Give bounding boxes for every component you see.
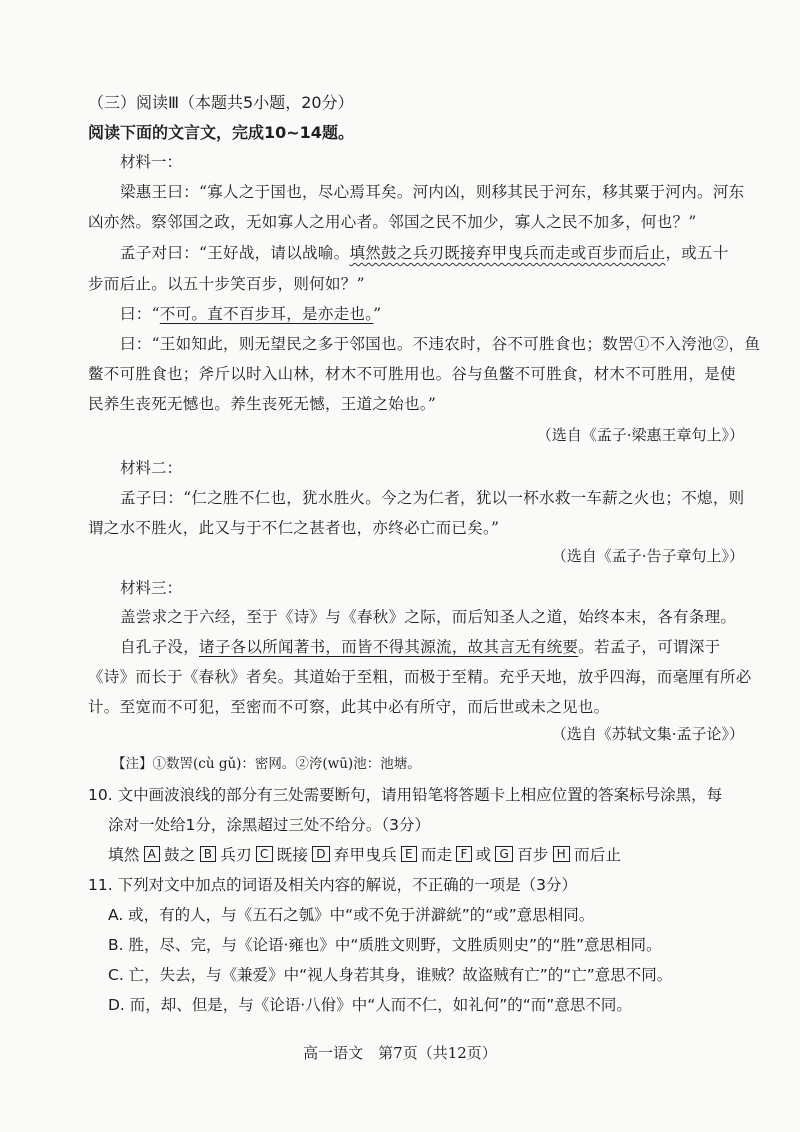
segment-text: 弃甲曳兵 <box>333 846 397 864</box>
material-1-line-5 <box>120 302 382 324</box>
segment-text: 或 <box>475 846 492 864</box>
material-1-line-1: 梁惠王曰：“寡人之于国也，尽心焉耳矣。河内凶，则移其民于河东，移其粟于河内。河东 <box>120 183 745 201</box>
question-11-stem: 11. 下列对文中加点的词语及相关内容的解说，不正确的一项是（3分） <box>88 876 577 894</box>
material-1-line-7: 鳖不可胜食也；斧斤以时入山林，材木不可胜用也。谷与鱼鳖不可胜食，材木不可胜用，是使 <box>88 365 736 383</box>
material-1-line-6: 曰：“王如知此，则无望民之多于邻国也。不违农时，谷不可胜食也；数罟①不入洿池②，鱼 <box>120 335 761 353</box>
segmentation-options <box>108 843 623 865</box>
answer-box-h: H <box>553 846 570 862</box>
footnote: 【注】①数罟(cù gǔ)：密网。②洿(wū)池：池塘。 <box>112 756 421 772</box>
option-c: C. 亡，失去，与《兼爱》中“视人身若其身，谁贼？故盗贼有亡”的“亡”意思不同。 <box>108 966 673 984</box>
answer-box-b: B <box>200 846 217 862</box>
question-10-line-2: 涂对一处给1分，涂黑超过三处不给分。（3分） <box>108 816 430 834</box>
line-3-pre: 孟子对曰：“王好战，请以战喻。 <box>120 244 350 262</box>
material-1-label: 材料一： <box>120 153 183 171</box>
section-title: （三）阅读Ⅲ（本题共5小题，20分） <box>88 93 354 112</box>
material-1-line-3 <box>120 241 729 263</box>
answer-box-g: G <box>495 846 513 862</box>
material-3-line-1: 盖尝求之于六经，至于《诗》与《春秋》之际，而后知圣人之道，始终本末，各有条理。 <box>120 608 737 626</box>
segment-text: 兵刃 <box>220 846 252 864</box>
segment-text: 鼓之 <box>164 846 196 864</box>
material-3-line-4: 计。至宽而不可犯，至密而不可察，此其中必有所守，而后世或未之见也。 <box>88 698 610 716</box>
material-1-source: （选自《孟子·梁惠王章句上》） <box>536 426 744 444</box>
segment-text: 而后止 <box>574 846 622 864</box>
answer-box-e: E <box>401 846 417 862</box>
material-1-line-4: 步而后止。以五十步笑百步，则何如？” <box>88 275 365 293</box>
material-1-line-8: 民养生丧死无憾也。养生丧死无憾，王道之始也。” <box>88 395 437 413</box>
answer-box-f: F <box>456 846 471 862</box>
material-3-source: （选自《苏轼文集·孟子论》） <box>551 725 744 743</box>
material-1-line-2: 凶亦然。察邻国之政，无如寡人之用心者。邻国之民不加少，寡人之民不加多，何也？” <box>88 213 697 231</box>
answer-box-d: D <box>312 846 330 862</box>
line-2-post: 。若孟子，可谓深于 <box>578 638 721 656</box>
underlined-sentence-1: 不可。直不百步耳，是亦走也。 <box>159 305 374 323</box>
material-3-line-2 <box>120 635 720 657</box>
segment-text: 既接 <box>276 846 309 864</box>
underlined-sentence-2: 诸子各以所闻著书，而皆不得其源流，故其言无有统要 <box>199 638 579 656</box>
segment-text: 而走 <box>420 846 453 864</box>
answer-box-c: C <box>256 846 273 862</box>
instruction: 阅读下面的文言文，完成10~14题。 <box>88 123 354 142</box>
material-3-label: 材料三： <box>120 579 183 597</box>
line-2-pre: 自孔子没， <box>120 638 200 656</box>
material-2-line-1: 孟子曰：“仁之胜不仁也，犹水胜火。今之为仁者，犹以一杯水救一车薪之火也；不熄，则 <box>120 489 745 507</box>
material-2-source: （选自《孟子·告子章句上》） <box>551 547 744 565</box>
page-footer: 高一语文 第7页（共12页） <box>303 1044 497 1062</box>
material-3-line-3: 《诗》而长于《春秋》者矣。其道始于至粗，而极于至精。充乎天地，放乎四海，而毫厘有所必 <box>88 668 752 686</box>
material-2-line-2: 谓之水不胜火，此又与于不仁之甚者也，亦终必亡而已矣。” <box>88 519 500 537</box>
wavy-line-passage: 填然鼓之兵刃既接弃甲曳兵而走或百步而后止 <box>349 244 666 262</box>
segment-text: 百步 <box>517 846 549 864</box>
segment-text: 填然 <box>108 846 140 864</box>
question-10-line-1: 10. 文中画波浪线的部分有三处需要断句，请用铅笔将答题卡上相应位置的答案标号涂黑，每 <box>88 786 723 804</box>
material-2-label: 材料二： <box>120 459 183 477</box>
line-5-post: ” <box>373 305 382 323</box>
line-3-post: ，或五十 <box>665 244 729 262</box>
answer-box-a: A <box>144 846 161 862</box>
option-b: B. 胜，尽、完，与《论语·雍也》中“质胜文则野，文胜质则史”的“胜”意思相同。 <box>108 936 662 954</box>
option-a: A. 或，有的人，与《五石之瓠》中“或不免于洴澼絖”的“或”意思相同。 <box>108 906 595 924</box>
option-d: D. 而，却、但是，与《论语·八佾》中“人而不仁，如礼何”的“而”意思不同。 <box>108 996 632 1014</box>
line-5-pre: 曰：“ <box>120 305 160 323</box>
